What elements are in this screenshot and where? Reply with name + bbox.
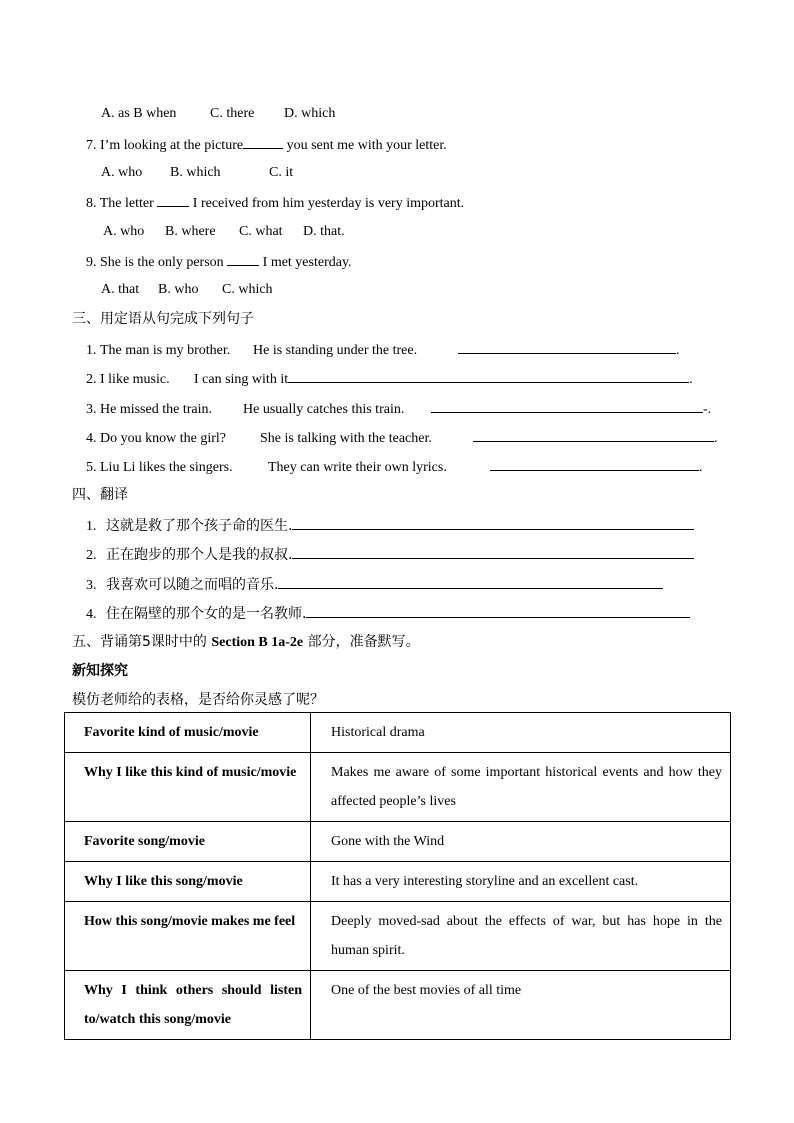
sentence-1: He missed the train. bbox=[100, 402, 212, 417]
sentence-1: The man is my brother. bbox=[100, 343, 231, 358]
q7-option-b: B. which bbox=[170, 165, 221, 180]
q6-option-d: D. which bbox=[284, 106, 336, 121]
section-5-suffix: 部分，准备默写。 bbox=[303, 634, 420, 650]
s4-item-4 bbox=[86, 603, 690, 625]
row-label: Why I like this kind of music/movie bbox=[65, 753, 311, 822]
table-row bbox=[65, 902, 731, 971]
question-9 bbox=[86, 251, 352, 273]
answer-line[interactable] bbox=[490, 456, 699, 471]
question-number: 8. bbox=[86, 196, 97, 211]
translation-prompt: 正在跑步的那个人是我的叔叔. bbox=[106, 547, 293, 563]
sentence-1: Liu Li likes the singers. bbox=[100, 460, 233, 475]
sentence-1: I like music. bbox=[100, 372, 170, 387]
table-row bbox=[65, 862, 731, 902]
translation-prompt: 我喜欢可以随之而唱的音乐. bbox=[106, 577, 279, 593]
item-number: 3. bbox=[86, 578, 97, 593]
table-row bbox=[65, 971, 731, 1040]
question-number: 7. bbox=[86, 138, 97, 153]
answer-line[interactable] bbox=[306, 603, 690, 618]
question-text-after: I met yesterday. bbox=[259, 255, 352, 270]
q8-option-c: C. what bbox=[239, 224, 283, 239]
s3-item-5 bbox=[86, 456, 703, 478]
row-label: Why I think others should listen to/watch this song/movie bbox=[65, 971, 311, 1040]
q7-option-c: C. it bbox=[269, 165, 294, 180]
q8-option-a: A. who bbox=[103, 224, 145, 239]
q6-option-c: C. there bbox=[210, 106, 255, 121]
q7-option-a: A. who bbox=[101, 165, 143, 180]
s3-item-2 bbox=[86, 368, 693, 390]
question-text-before: The letter bbox=[99, 196, 158, 211]
s3-item-1 bbox=[86, 339, 680, 361]
table-row bbox=[65, 713, 731, 753]
example-table-body bbox=[65, 713, 731, 1040]
section-5-reference: Section B 1a-2e bbox=[211, 635, 304, 650]
q8-options bbox=[103, 222, 345, 242]
q9-option-b: B. who bbox=[158, 282, 199, 297]
answer-line[interactable] bbox=[278, 574, 663, 589]
section-4-heading: 四、翻译 bbox=[72, 487, 128, 503]
row-label: Why I like this song/movie bbox=[65, 862, 311, 902]
q9-option-c: C. which bbox=[222, 282, 273, 297]
line-end: . bbox=[689, 372, 693, 387]
q7-options bbox=[101, 163, 293, 183]
row-value: Historical drama bbox=[311, 713, 731, 753]
row-value: Makes me aware of some important historical events and how they affected people’s lives bbox=[311, 753, 731, 822]
row-label: Favorite song/movie bbox=[65, 822, 311, 862]
answer-blank[interactable] bbox=[157, 192, 189, 207]
q8-option-b: B. where bbox=[165, 224, 216, 239]
row-value: One of the best movies of all time bbox=[311, 971, 731, 1040]
table-row bbox=[65, 822, 731, 862]
item-number: 4. bbox=[86, 431, 97, 446]
question-number: 9. bbox=[86, 255, 97, 270]
item-number: 2. bbox=[86, 548, 97, 563]
s3-item-4 bbox=[86, 427, 718, 449]
item-number: 5. bbox=[86, 460, 97, 475]
sentence-2: He is standing under the tree. bbox=[253, 343, 418, 358]
row-value: It has a very interesting storyline and an excellent cast. bbox=[311, 862, 731, 902]
answer-line[interactable] bbox=[458, 339, 676, 354]
sentence-1: Do you know the girl? bbox=[100, 431, 226, 446]
sentence-2: He usually catches this train. bbox=[243, 402, 405, 417]
new-knowledge-heading: 新知探究 bbox=[72, 663, 128, 679]
question-text-after: you sent me with your letter. bbox=[283, 138, 447, 153]
q8-option-d: D. that. bbox=[303, 224, 345, 239]
item-number: 1. bbox=[86, 519, 97, 534]
question-7 bbox=[86, 134, 447, 156]
answer-blank[interactable] bbox=[243, 134, 283, 149]
example-table bbox=[64, 712, 731, 1040]
s4-item-2 bbox=[86, 544, 694, 566]
row-value: Gone with the Wind bbox=[311, 822, 731, 862]
answer-line[interactable] bbox=[292, 515, 694, 530]
s4-item-3 bbox=[86, 574, 663, 596]
q9-options bbox=[101, 280, 273, 300]
translation-prompt: 这就是救了那个孩子命的医生. bbox=[106, 518, 293, 534]
question-8 bbox=[86, 192, 464, 214]
answer-line[interactable] bbox=[431, 398, 703, 413]
item-number: 3. bbox=[86, 402, 97, 417]
row-label: Favorite kind of music/movie bbox=[65, 713, 311, 753]
line-end: . bbox=[714, 431, 718, 446]
q6-options bbox=[101, 104, 335, 124]
table-row bbox=[65, 753, 731, 822]
q9-option-a: A. that bbox=[101, 282, 140, 297]
section-5-prefix: 五、背诵第5课时中的 bbox=[72, 634, 212, 650]
s3-item-3 bbox=[86, 398, 711, 420]
item-number: 1. bbox=[86, 343, 97, 358]
translation-prompt: 住在隔壁的那个女的是一名教师. bbox=[106, 606, 307, 622]
section-5-heading bbox=[72, 632, 420, 653]
section-3-heading: 三、用定语从句完成下列句子 bbox=[72, 311, 254, 327]
item-number: 2. bbox=[86, 372, 97, 387]
row-value: Deeply moved-sad about the effects of war, but has hope in the human spirit. bbox=[311, 902, 731, 971]
row-label: How this song/movie makes me feel bbox=[65, 902, 311, 971]
question-text-after: I received from him yesterday is very important. bbox=[189, 196, 465, 211]
line-end: . bbox=[699, 460, 703, 475]
answer-line[interactable] bbox=[292, 544, 694, 559]
item-number: 4. bbox=[86, 607, 97, 622]
line-end: . bbox=[676, 343, 680, 358]
question-text-before: I’m looking at the picture bbox=[100, 138, 244, 153]
answer-line[interactable] bbox=[473, 427, 714, 442]
line-end: -. bbox=[703, 402, 712, 417]
sentence-2: They can write their own lyrics. bbox=[268, 460, 447, 475]
sentence-2: She is talking with the teacher. bbox=[260, 431, 432, 446]
s4-item-1 bbox=[86, 515, 694, 537]
answer-line[interactable] bbox=[288, 368, 689, 383]
sentence-2: I can sing with it bbox=[194, 372, 289, 387]
question-text-before: She is the only person bbox=[100, 255, 228, 270]
q6-option-a: A. as B when bbox=[101, 106, 177, 121]
answer-blank[interactable] bbox=[227, 251, 259, 266]
table-intro: 模仿老师给的表格，是否给你灵感了呢？ bbox=[72, 692, 324, 708]
